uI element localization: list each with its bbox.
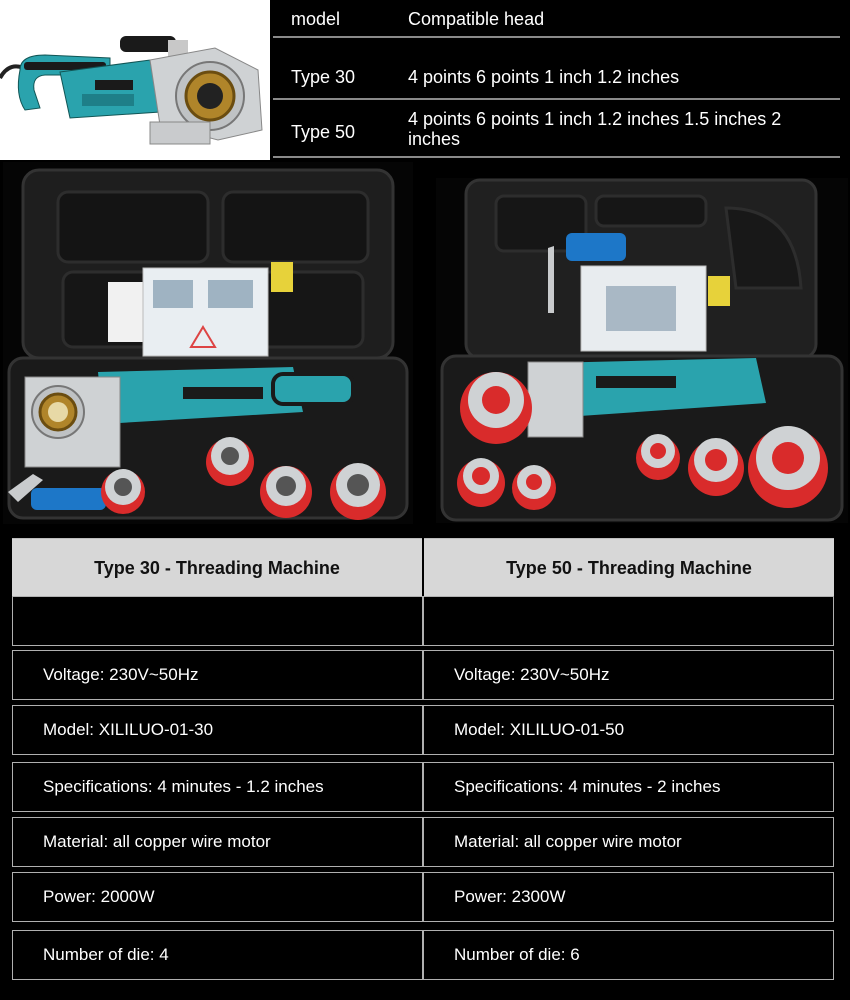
type-50-kit-case-photo [436,178,848,523]
spec-cell-specifications: Specifications: 4 minutes - 2 inches [423,762,834,812]
spec-cell-voltage: Voltage: 230V~50Hz [12,650,423,700]
spec-cell-die-count: Number of die: 4 [12,930,423,980]
compatibility-table [273,0,840,157]
spec-cell-specifications: Specifications: 4 minutes - 1.2 inches [12,762,423,812]
compat-row [273,36,840,100]
spec-cell-power: Power: 2300W [423,872,834,922]
compat-model: Type 50 [291,122,356,142]
spec-cell-voltage: Voltage: 230V~50Hz [423,650,834,700]
type-30-kit-case-photo [3,162,413,524]
spec-header-type-30: Type 30 - Threading Machine [12,538,422,598]
spec-cell [423,596,834,646]
compat-header-heads: Compatible head [408,9,545,29]
spec-cell-material: Material: all copper wire motor [12,817,423,867]
spec-cell-model: Model: XILILUO-01-30 [12,705,423,755]
spec-table [12,538,834,982]
spec-cell-model: Model: XILILUO-01-50 [423,705,834,755]
spec-cell-material: Material: all copper wire motor [423,817,834,867]
threading-machine-photo [0,0,270,160]
compat-header-row [273,0,840,38]
spec-header-type-50: Type 50 - Threading Machine [424,538,834,598]
spec-cell [12,596,423,646]
spec-cell-die-count: Number of die: 6 [423,930,834,980]
compat-row [273,98,840,158]
die-head [460,372,532,444]
compat-heads: 4 points 6 points 1 inch 1.2 inches 1.5 inches 2 inches [408,109,782,149]
compat-header-model: model [291,9,341,29]
compat-model: Type 30 [291,67,356,87]
die-head [260,466,312,518]
compat-heads: 4 points 6 points 1 inch 1.2 inches [408,67,680,87]
spec-cell-power: Power: 2000W [12,872,423,922]
